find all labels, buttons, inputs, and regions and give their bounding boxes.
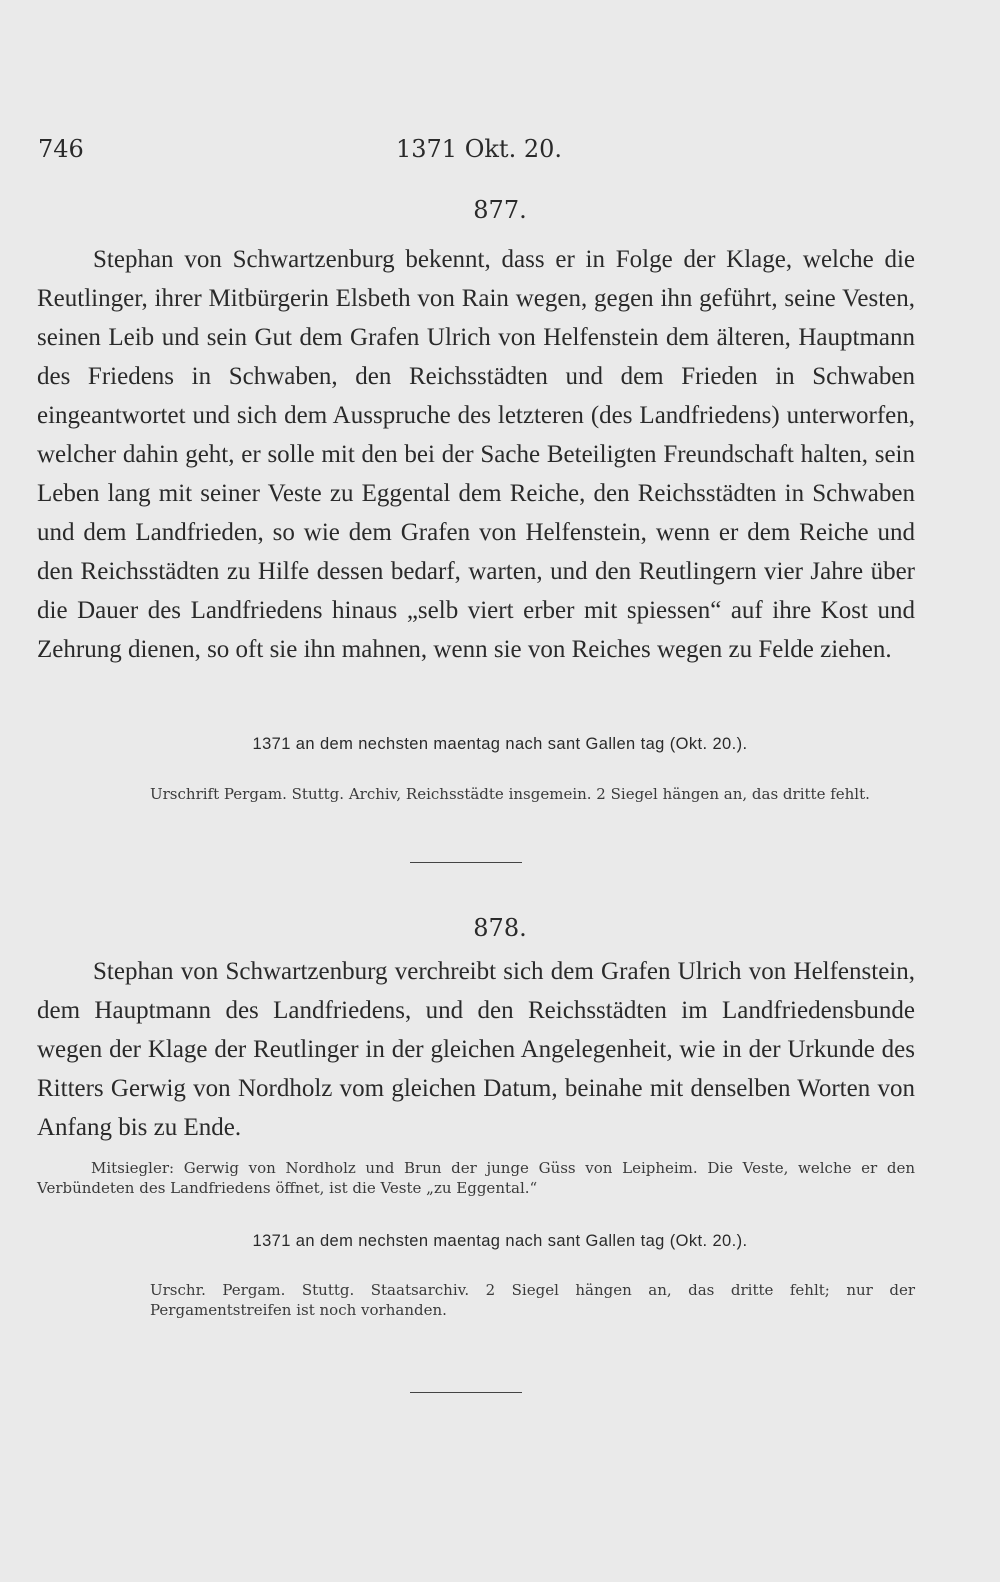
document-summary: Stephan von Schwartzenburg verchreibt sich dem Grafen Ulrich von Helfenstein, dem Hauptmann des Landfriedens, und den Reichsstädten im Landfriedensbunde wegen der Klage der Reutlinger in der gleichen Angelegenheit, wie in der Urkunde des Ritters Gerwig von Nordholz vom gleichen Datum, beinahe mit denselben Worten von Anfang bis zu Ende. bbox=[37, 958, 915, 1141]
document-source: Urschrift Pergam. Stuttg. Archiv, Reichsstädte insgemein. 2 Siegel hängen an, das dritte fehlt. bbox=[150, 785, 870, 803]
document-number: 877. bbox=[473, 196, 527, 224]
page-header bbox=[38, 135, 958, 175]
document-dating: 1371 an dem nechsten maentag nach sant Gallen tag (Okt. 20.). bbox=[252, 735, 748, 753]
document-summary: Stephan von Schwartzenburg bekennt, dass er in Folge der Klage, welche die Reutlinger, ihrer Mitbürgerin Elsbeth von Rain wegen, gegen ihn geführt, seine Vesten, seinen Leib und sein Gut dem Grafen Ulrich von Helfenstein dem älteren, Hauptmann des Friedens in Schwaben, den Reichsstädten und dem Frieden in Schwaben eingeantwortet und sich dem Ausspruche des letzteren (des Landfriedens) unterworfen, welcher dahin geht, er solle mit den bei der Sache Beteiligten Freundschaft halten, sein Leben lang mit seiner Veste zu Eggental dem Reiche, den Reichsstädten in Schwaben und dem Landfrieden, so wie dem Grafen von Helfenstein, wenn er dem Reiche und den Reichsstädten zu Hilfe dessen bedarf, warten, und den Reutlingern vier Jahre über die Dauer des Landfriedens hinaus „selb viert erber mit spiessen“ auf ihre Kost und Zehrung dienen, so oft sie ihn mahnen, wenn sie von Reiches wegen zu Felde ziehen. bbox=[37, 246, 915, 663]
document-dating: 1371 an dem nechsten maentag nach sant Gallen tag (Okt. 20.). bbox=[252, 1232, 748, 1250]
document-number: 878. bbox=[473, 914, 527, 942]
header-date: 1371 Okt. 20. bbox=[396, 135, 562, 163]
page-number: 746 bbox=[38, 135, 84, 163]
document-note: Mitsiegler: Gerwig von Nordholz und Brun der junge Güss von Leipheim. Die Veste, welche er den Verbündeten des Landfriedens öffnet, ist die Veste „zu Eggental.“ bbox=[37, 1159, 915, 1197]
section-divider bbox=[410, 862, 522, 863]
document-source: Urschr. Pergam. Stuttg. Staatsarchiv. 2 Siegel hängen an, das dritte fehlt; nur der Pergamentstreifen ist noch vorhanden. bbox=[150, 1281, 915, 1319]
section-divider bbox=[410, 1392, 522, 1393]
